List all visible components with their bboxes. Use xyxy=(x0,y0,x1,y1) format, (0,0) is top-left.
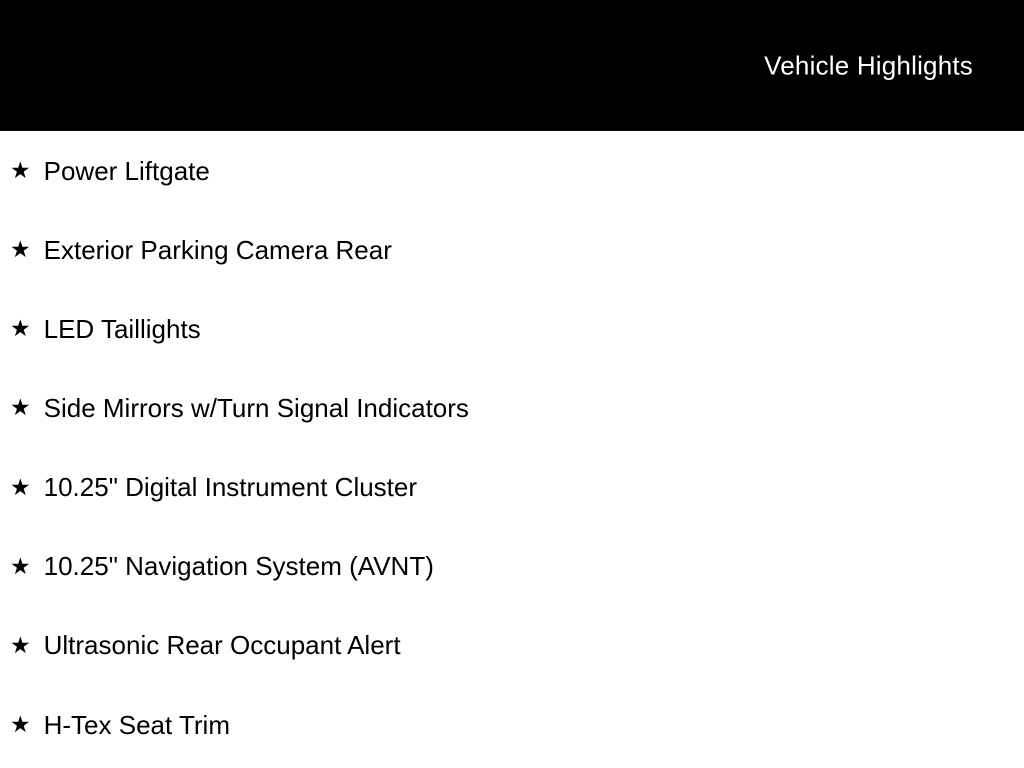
list-item-label: H-Tex Seat Trim xyxy=(43,709,230,740)
header-bar xyxy=(0,0,1024,131)
list-item xyxy=(0,211,1024,290)
page-title: Vehicle Highlights xyxy=(764,50,973,80)
list-item-label: Side Mirrors w/Turn Signal Indicators xyxy=(43,393,469,424)
star-icon: ★ xyxy=(10,553,31,580)
highlights-list xyxy=(0,131,1024,765)
star-icon: ★ xyxy=(10,712,31,739)
star-icon: ★ xyxy=(10,632,31,659)
star-icon: ★ xyxy=(10,158,31,185)
list-item-label: 10.25" Navigation System (AVNT) xyxy=(43,551,434,582)
list-item xyxy=(0,686,1024,765)
star-icon: ★ xyxy=(10,237,31,264)
list-item xyxy=(0,369,1024,448)
list-item-label: LED Taillights xyxy=(43,313,201,344)
list-item-label: 10.25" Digital Instrument Cluster xyxy=(43,472,418,503)
star-icon: ★ xyxy=(10,474,31,501)
list-item-label: Exterior Parking Camera Rear xyxy=(43,234,392,265)
list-item xyxy=(0,449,1024,528)
list-item xyxy=(0,528,1024,607)
list-item-label: Ultrasonic Rear Occupant Alert xyxy=(43,630,401,661)
list-item xyxy=(0,132,1024,211)
vehicle-highlights-section xyxy=(0,131,1024,765)
star-icon: ★ xyxy=(10,395,31,422)
list-item xyxy=(0,607,1024,686)
list-item xyxy=(0,290,1024,369)
star-icon: ★ xyxy=(10,316,31,343)
list-item-label: Power Liftgate xyxy=(43,155,210,186)
